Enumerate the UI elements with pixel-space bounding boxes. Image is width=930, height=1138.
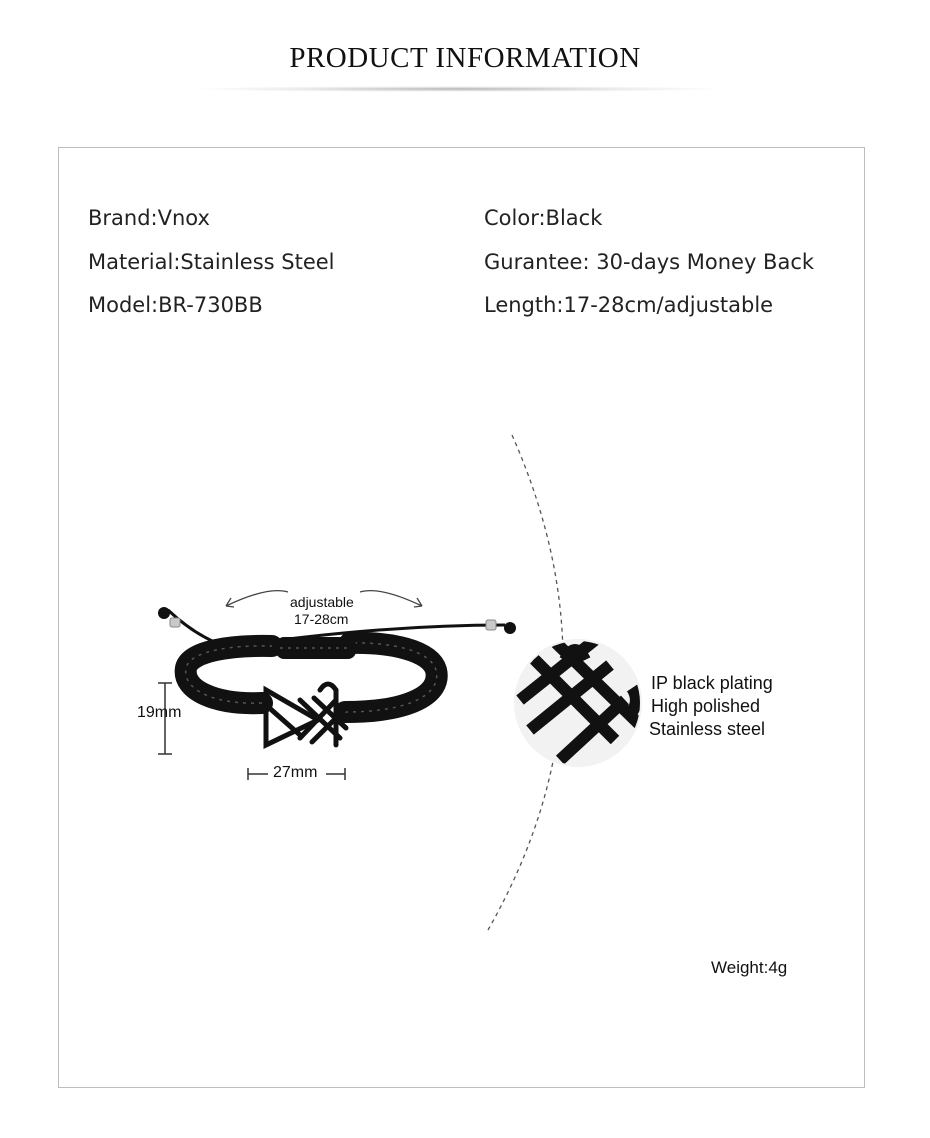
detail-line-3: Stainless steel [649, 719, 766, 739]
bead-right [486, 620, 496, 630]
range-label: 17-28cm [294, 611, 349, 627]
spec-material: Material:Stainless Steel [88, 250, 335, 274]
page-title: PRODUCT INFORMATION [289, 42, 641, 74]
spec-color: Color:Black [484, 206, 603, 230]
bead-left [170, 618, 180, 627]
braided-band-left [186, 646, 272, 703]
right-adjust-arrow [360, 591, 422, 606]
adjustable-label: adjustable [290, 594, 354, 610]
cord-knot-left [158, 607, 170, 619]
weight-label: Weight:4g [711, 958, 788, 977]
cord-knot-right [504, 622, 516, 634]
sigil-charm [266, 684, 346, 745]
height-label: 19mm [137, 704, 182, 721]
braided-band-right [345, 643, 437, 712]
detail-line-2: High polished [651, 696, 761, 716]
left-adjust-arrow [226, 591, 288, 606]
spec-guarantee: Gurantee: 30-days Money Back [484, 250, 815, 274]
spec-model: Model:BR-730BB [88, 293, 263, 317]
detail-line-1: IP black plating [651, 673, 773, 693]
spec-length: Length:17-28cm/adjustable [484, 293, 774, 317]
width-label: 27mm [273, 764, 318, 781]
spec-brand: Brand:Vnox [88, 206, 210, 230]
